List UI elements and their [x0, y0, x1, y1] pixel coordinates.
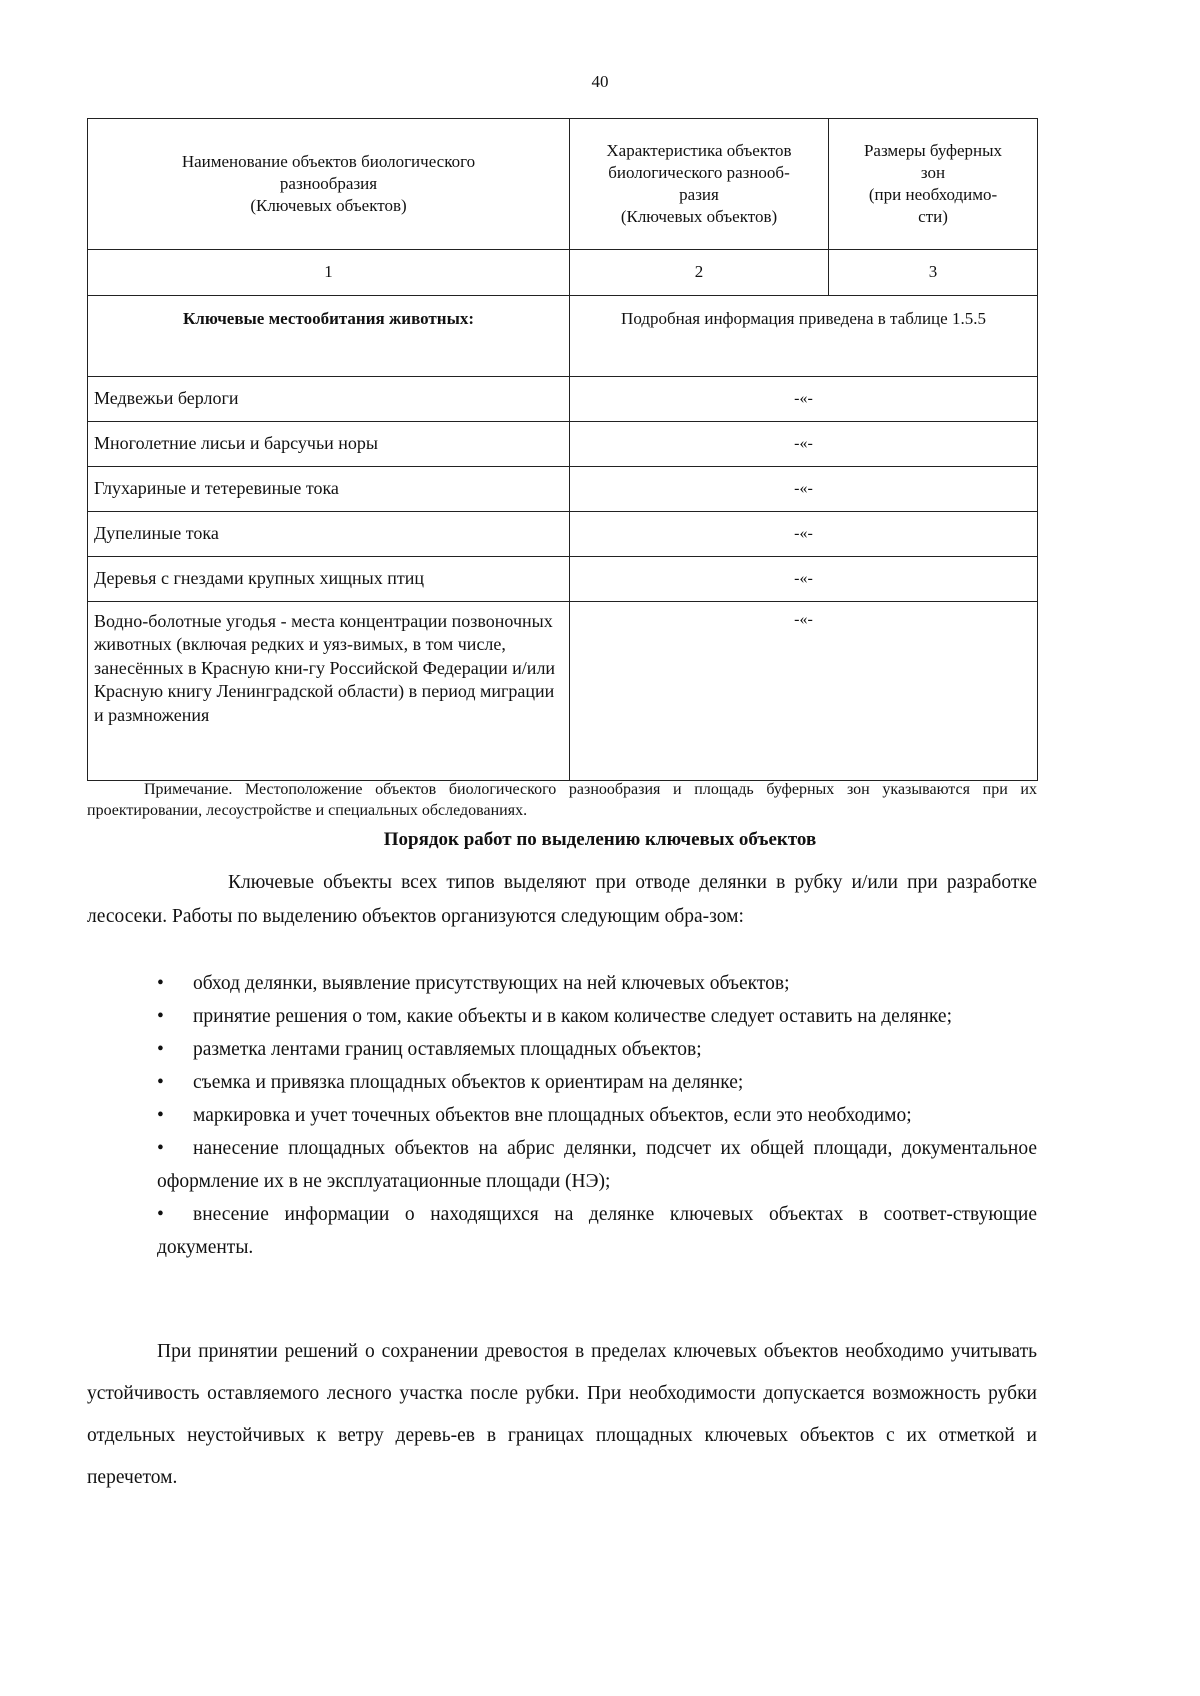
row-object-name: Медвежьи берлоги: [88, 377, 570, 422]
list-item: • обход делянки, выявление присутствующих на ней ключевых объектов;: [87, 967, 1037, 1000]
row-object-name: Водно-болотные угодья - места концентрации позвоночных животных (включая редких и уяз-вимых, в том числе, занесённых в Красную кни-гу Российской Федерации и/или Красную книгу Ленинградской области) в период миграции и размножения: [88, 602, 570, 781]
row-object-name: Деревья с гнездами крупных хищных птиц: [88, 557, 570, 602]
bullet-glyph: •: [157, 1006, 164, 1027]
header-cell-name: Наименование объектов биологического разнообразия (Ключевых объектов): [88, 119, 570, 250]
list-item: • разметка лентами границ оставляемых площадных объектов;: [87, 1033, 1037, 1066]
ditto-mark: -«-: [570, 512, 1038, 557]
table-row: [88, 422, 1038, 467]
header-cell-buffer-zones: Размеры буферных зон (при необходимо- сти): [829, 119, 1038, 250]
bullet-glyph: •: [157, 1039, 164, 1060]
biodiversity-objects-table: [87, 118, 1038, 781]
bullet-glyph: •: [157, 973, 164, 994]
column-number: 1: [88, 250, 570, 296]
page-number: 40: [591, 72, 609, 91]
table-row: [88, 467, 1038, 512]
list-item: • маркировка и учет точечных объектов вне площадных объектов, если это необходимо;: [87, 1099, 1037, 1132]
header-cell-characteristics: Характеристика объектов биологического разнооб- разия (Ключевых объектов): [570, 119, 829, 250]
closing-paragraph: При принятии решений о сохранении древостоя в пределах ключевых объектов необходимо учитывать устойчивость оставляемого лесного участка после рубки. При необходимости допускается возможность рубки отдельных неустойчивых к ветру деревь-ев в границах площадных ключевых объектов с их отметкой и перечетом.: [87, 1341, 1037, 1488]
row-object-name: Дупелиные тока: [88, 512, 570, 557]
bullet-glyph: •: [157, 1105, 164, 1126]
intro-paragraph: Ключевые объекты всех типов выделяют при отводе делянки в рубку и/или при разработке лесосеки. Работы по выделению объектов организуются следующим обра-зом:: [87, 872, 1037, 927]
section-info: Подробная информация приведена в таблице 1.5.5: [570, 296, 1038, 377]
table-header-row: [88, 119, 1038, 250]
bullet-glyph: •: [157, 1138, 164, 1159]
section-title: Порядок работ по выделению ключевых объектов: [383, 829, 817, 850]
ditto-mark: -«-: [570, 602, 1038, 781]
column-number: 2: [570, 250, 829, 296]
column-number: 3: [829, 250, 1038, 296]
section-label: Ключевые местообитания животных:: [88, 296, 570, 377]
table-row: [88, 512, 1038, 557]
row-object-name: Многолетние лисьи и барсучьи норы: [88, 422, 570, 467]
table-note: Примечание. Местоположение объектов биологического разнообразия и площадь буферных зон указываются при их проектировании, лесоустройстве и специальных обследованиях.: [87, 781, 1037, 819]
section-row: [88, 296, 1038, 377]
bullet-glyph: •: [157, 1072, 164, 1093]
column-number-row: [88, 250, 1038, 296]
row-object-name: Глухариные и тетеревиные тока: [88, 467, 570, 512]
ditto-mark: -«-: [570, 377, 1038, 422]
procedure-list: [87, 967, 1037, 1264]
ditto-mark: -«-: [570, 422, 1038, 467]
ditto-mark: -«-: [570, 557, 1038, 602]
list-item: • принятие решения о том, какие объекты и в каком количестве следует оставить на делянке;: [87, 1000, 1037, 1033]
table-row: [88, 377, 1038, 422]
list-item: • съемка и привязка площадных объектов к ориентирам на делянке;: [87, 1066, 1037, 1099]
ditto-mark: -«-: [570, 467, 1038, 512]
table-row: [88, 557, 1038, 602]
list-item: • внесение информации о находящихся на делянке ключевых объектах в соответ-ствующие документы.: [87, 1198, 1037, 1264]
table-row: [88, 602, 1038, 781]
list-item: • нанесение площадных объектов на абрис делянки, подсчет их общей площади, документальное оформление их в не эксплуатационные площади (НЭ);: [87, 1132, 1037, 1198]
bullet-glyph: •: [157, 1204, 164, 1225]
